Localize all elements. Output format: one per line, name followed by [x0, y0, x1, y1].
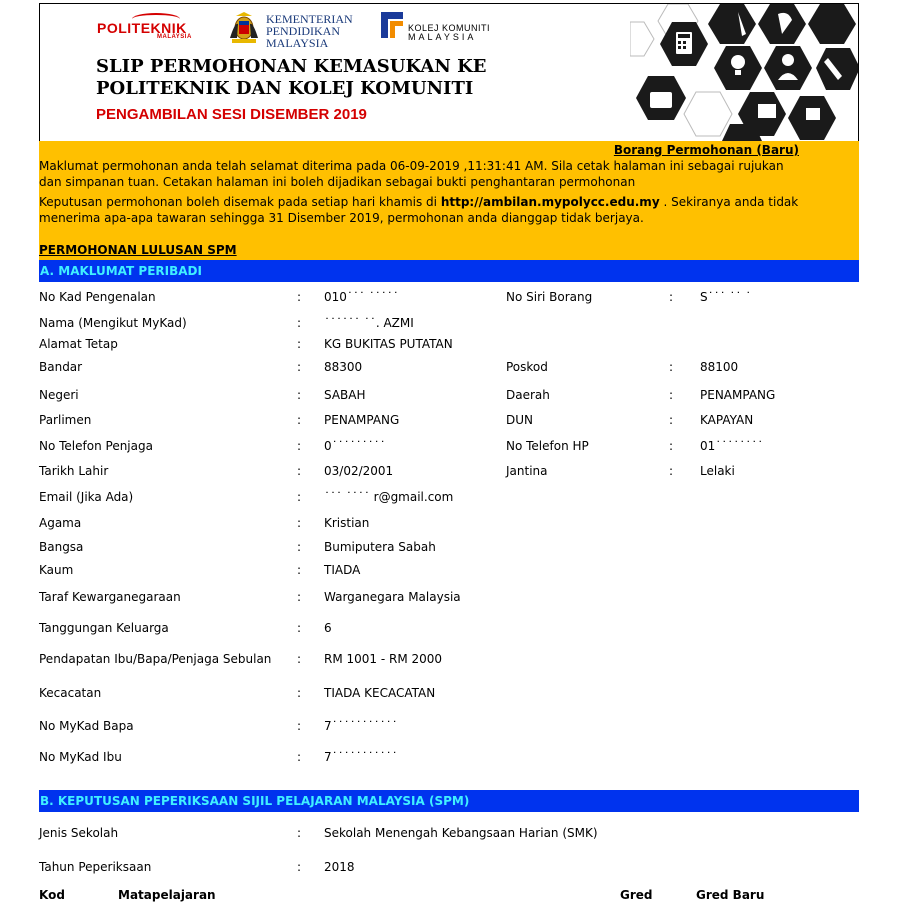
field-label-secondary: No Telefon HP: [506, 439, 589, 453]
personal-info-row: [39, 539, 859, 555]
kolej-komuniti-logo-icon: [381, 12, 403, 38]
colon-separator: :: [297, 750, 302, 764]
field-value: Bumiputera Sabah: [324, 540, 436, 554]
field-label-secondary: Daerah: [506, 388, 550, 402]
field-value-secondary: Lelaki: [700, 464, 735, 478]
personal-info-row: [39, 336, 859, 352]
section-b-header: B. KEPUTUSAN PEPERIKSAAN SIJIL PELAJARAN MALAYSIA (SPM): [39, 790, 859, 812]
personal-info-row: [39, 489, 859, 505]
personal-info-row: [39, 515, 859, 531]
field-label: Nama (Mengikut MyKad): [39, 316, 187, 330]
field-label: Taraf Kewarganegaraan: [39, 590, 181, 604]
personal-info-row: [39, 562, 859, 578]
colon-separator: :: [297, 413, 302, 427]
field-label: No MyKad Ibu: [39, 750, 122, 764]
field-value: 0˙˙˙˙˙˙˙˙˙: [324, 439, 386, 453]
personal-info-row: [39, 620, 859, 636]
personal-info-row: [39, 289, 859, 305]
field-label: No Telefon Penjaga: [39, 439, 153, 453]
field-value: 2018: [324, 860, 355, 874]
personal-info-row: [39, 589, 859, 605]
result-url-link[interactable]: http://ambilan.mypolycc.edu.my: [440, 195, 660, 209]
colon-separator: :: [669, 388, 674, 402]
personal-info-row: [39, 685, 859, 701]
field-label-secondary: Jantina: [506, 464, 548, 478]
colon-separator: :: [297, 388, 302, 402]
field-value: 010˙˙˙ ˙˙˙˙˙: [324, 290, 399, 304]
field-value: 6: [324, 621, 332, 635]
field-value: 7˙˙˙˙˙˙˙˙˙˙˙: [324, 750, 398, 764]
field-value-secondary: 88100: [700, 360, 739, 374]
colon-separator: :: [669, 290, 674, 304]
colon-separator: :: [297, 826, 302, 840]
field-label-secondary: No Siri Borang: [506, 290, 593, 304]
field-value: 03/02/2001: [324, 464, 394, 478]
colon-separator: :: [297, 590, 302, 604]
field-label: Agama: [39, 516, 82, 530]
field-label: Email (Jika Ada): [39, 490, 134, 504]
exam-info-row: [39, 859, 859, 875]
field-label: Pendapatan Ibu/Bapa/Penjaga Sebulan: [39, 652, 272, 666]
field-value-secondary: S˙˙˙ ˙˙ ˙: [700, 290, 752, 304]
field-label: No Kad Pengenalan: [39, 290, 156, 304]
colon-separator: :: [297, 439, 302, 453]
field-value: ˙˙˙˙˙˙ ˙˙. AZMI: [324, 316, 414, 330]
personal-info-row: [39, 387, 859, 403]
col-header-kod: Kod: [39, 888, 65, 902]
field-label: Negeri: [39, 388, 79, 402]
form-type-label: Borang Permohonan (Baru): [613, 143, 799, 157]
personal-info-row: [39, 718, 859, 734]
kolej-komuniti-text: KOLEJ KOMUNITI MALAYSIA: [408, 23, 491, 42]
field-value: KG BUKITAS PUTATAN: [324, 337, 453, 351]
personal-info-row: [39, 463, 859, 479]
notice-result-text: Keputusan permohonan boleh disemak pada setiap hari khamis di http://ambilan.mypolycc.edu.my . Sekiranya anda tidak menerima apa-apa tawaran sehingga 31 Disember 2019, permohonan anda dianggap tidak berjaya.: [39, 195, 799, 225]
personal-info-row: [39, 749, 859, 765]
colon-separator: :: [297, 652, 302, 666]
header-banner: [39, 3, 859, 142]
colon-separator: :: [297, 290, 302, 304]
colon-separator: :: [669, 413, 674, 427]
kementerian-text: KEMENTERIAN PENDIDIKAN MALAYSIA: [266, 12, 353, 50]
colon-separator: :: [297, 621, 302, 635]
field-label: Tahun Peperiksaan: [39, 860, 152, 874]
politeknik-logo: POLITEKNIK MALAYSIA: [97, 20, 192, 40]
hexagon-icons-graphic: [630, 4, 859, 141]
col-header-gred: Gred: [620, 888, 653, 902]
notice-receipt-text: Maklumat permohonan anda telah selamat diterima pada 06-09-2019 ,11:31:41 AM. Sila cetak halaman ini sebagai rujukan dan simpanan tuan. Cetakan halaman ini boleh dijadikan sebagai bukti penghantaran permohonan: [39, 159, 784, 189]
application-type-heading: PERMOHONAN LULUSAN SPM: [39, 243, 237, 257]
field-label: Alamat Tetap: [39, 337, 118, 351]
field-value: Warganegara Malaysia: [324, 590, 461, 604]
session-subtitle: PENGAMBILAN SESI DISEMBER 2019: [96, 106, 367, 123]
colon-separator: :: [669, 439, 674, 453]
field-label-secondary: DUN: [506, 413, 533, 427]
field-label: Bangsa: [39, 540, 84, 554]
colon-separator: :: [297, 516, 302, 530]
colon-separator: :: [297, 464, 302, 478]
colon-separator: :: [297, 860, 302, 874]
field-value: PENAMPANG: [324, 413, 400, 427]
colon-separator: :: [297, 719, 302, 733]
field-label: No MyKad Bapa: [39, 719, 134, 733]
colon-separator: :: [669, 464, 674, 478]
colon-separator: :: [297, 540, 302, 554]
field-label: Kaum: [39, 563, 74, 577]
malaysia-crest-icon: [226, 12, 262, 44]
personal-info-row: [39, 438, 859, 454]
field-label: Kecacatan: [39, 686, 102, 700]
field-value: 88300: [324, 360, 363, 374]
col-header-gred-baru: Gred Baru: [696, 888, 765, 902]
field-label: Jenis Sekolah: [39, 826, 119, 840]
colon-separator: :: [669, 360, 674, 374]
colon-separator: :: [297, 360, 302, 374]
field-value: TIADA: [324, 563, 361, 577]
section-a-header: A. MAKLUMAT PERIBADI: [39, 260, 859, 282]
field-value: Kristian: [324, 516, 370, 530]
colon-separator: :: [297, 490, 302, 504]
colon-separator: :: [297, 686, 302, 700]
field-label: Tarikh Lahir: [39, 464, 109, 478]
field-value-secondary: PENAMPANG: [700, 388, 776, 402]
field-value: Sekolah Menengah Kebangsaan Harian (SMK): [324, 826, 598, 840]
personal-info-row: [39, 412, 859, 428]
personal-info-row: [39, 359, 859, 375]
field-label: Parlimen: [39, 413, 92, 427]
submission-notice: [39, 141, 859, 260]
personal-info-row: [39, 315, 859, 331]
field-value: RM 1001 - RM 2000: [324, 652, 443, 666]
slip-title: SLIP PERMOHONAN KEMASUKAN KE POLITEKNIK DAN KOLEJ KOMUNITI: [96, 56, 487, 99]
colon-separator: :: [297, 337, 302, 351]
field-value: TIADA KECACATAN: [324, 686, 436, 700]
field-value-secondary: KAPAYAN: [700, 413, 754, 427]
field-value: SABAH: [324, 388, 366, 402]
field-value-secondary: 01˙˙˙˙˙˙˙˙: [700, 439, 764, 453]
field-label-secondary: Poskod: [506, 360, 548, 374]
field-label: Tanggungan Keluarga: [39, 621, 169, 635]
exam-info-row: [39, 825, 859, 841]
personal-info-row: [39, 651, 859, 667]
field-value: ˙˙˙ ˙˙˙˙ r@gmail.com: [324, 490, 454, 504]
col-header-matapelajaran: Matapelajaran: [118, 888, 216, 902]
colon-separator: :: [297, 316, 302, 330]
field-value: 7˙˙˙˙˙˙˙˙˙˙˙: [324, 719, 398, 733]
colon-separator: :: [297, 563, 302, 577]
field-label: Bandar: [39, 360, 83, 374]
